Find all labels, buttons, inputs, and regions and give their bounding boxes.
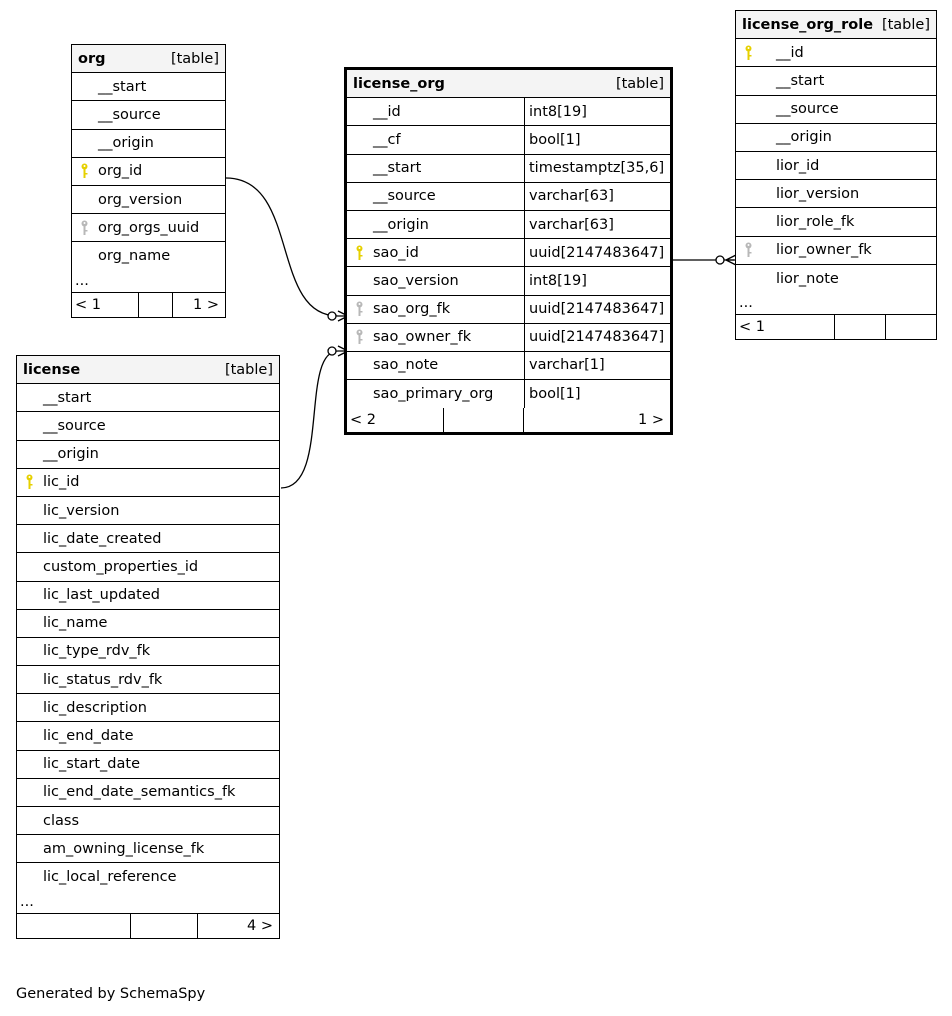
column-row-org-orgs-uuid[interactable] xyxy=(72,214,225,242)
generated-by-note: Generated by SchemaSpy xyxy=(16,986,206,1002)
column-row-lic-name[interactable] xyxy=(17,610,279,638)
footer-middle xyxy=(834,315,885,339)
table-footer xyxy=(347,408,670,432)
column-name-text: sao_owner_fk xyxy=(373,329,472,346)
column-type: uuid[2147483647] xyxy=(524,324,670,351)
column-row-start[interactable] xyxy=(736,67,936,95)
column-name-text: __origin xyxy=(43,446,99,463)
column-name-text: __cf xyxy=(373,131,401,148)
table-type: [table] xyxy=(224,361,273,378)
foreign-key-icon xyxy=(80,220,89,236)
column-row-org-id[interactable] xyxy=(72,158,225,186)
column-name-text: lic_id xyxy=(43,474,80,491)
column-name xyxy=(347,98,524,125)
children-count[interactable]: 1 > xyxy=(172,293,225,317)
column-row-id[interactable] xyxy=(736,39,936,67)
column-name xyxy=(72,130,225,157)
table-footer xyxy=(72,293,225,317)
table-footer xyxy=(17,914,279,938)
column-row-lic-end-date-semantics-fk[interactable] xyxy=(17,779,279,807)
column-name xyxy=(72,242,225,270)
column-type: bool[1] xyxy=(524,126,670,153)
column-name xyxy=(347,211,524,238)
column-name xyxy=(17,610,279,637)
children-count[interactable] xyxy=(885,315,936,339)
optional-circle-lior-owner-fk xyxy=(716,256,724,264)
column-name xyxy=(347,296,524,323)
column-row-org-version[interactable] xyxy=(72,186,225,214)
column-row-origin[interactable] xyxy=(17,441,279,469)
table-header[interactable] xyxy=(736,11,936,39)
column-name xyxy=(72,186,225,213)
table-name: license_org_role xyxy=(742,16,874,33)
column-name-text: lic_status_rdv_fk xyxy=(43,671,163,688)
column-row-lic-start-date[interactable] xyxy=(17,751,279,779)
column-row-cf[interactable] xyxy=(347,126,670,154)
column-name xyxy=(17,469,279,496)
column-name xyxy=(347,126,524,153)
table-name: license_org xyxy=(353,75,445,92)
table-header[interactable] xyxy=(17,356,279,384)
table-license-org-role[interactable] xyxy=(735,10,937,340)
column-row-source[interactable] xyxy=(72,101,225,129)
column-row-sao-org-fk[interactable] xyxy=(347,296,670,324)
column-name xyxy=(72,101,225,128)
footer-middle xyxy=(443,408,523,432)
column-name xyxy=(17,384,279,411)
column-name-text: org_id xyxy=(98,163,143,180)
column-name-text: lic_date_created xyxy=(43,530,162,547)
column-row-lic-version[interactable] xyxy=(17,497,279,525)
column-name xyxy=(347,352,524,379)
more-columns-ellipsis: ... xyxy=(736,293,936,315)
column-name-text: __source xyxy=(43,417,106,434)
edge-org-to-license-org xyxy=(226,178,338,316)
column-name xyxy=(72,214,225,241)
column-row-lior-role-fk[interactable] xyxy=(736,208,936,236)
column-row-start[interactable] xyxy=(72,73,225,101)
column-name xyxy=(736,208,936,235)
column-name-text: lior_role_fk xyxy=(776,213,855,230)
column-name xyxy=(347,239,524,266)
column-row-start[interactable] xyxy=(17,384,279,412)
foreign-key-icon xyxy=(355,329,364,345)
column-name xyxy=(17,835,279,862)
column-name xyxy=(17,666,279,693)
column-name xyxy=(17,525,279,552)
column-name xyxy=(17,694,279,721)
column-row-lic-type-rdv-fk[interactable] xyxy=(17,638,279,666)
primary-key-icon xyxy=(80,163,89,179)
column-name xyxy=(736,152,936,179)
column-name-text: __origin xyxy=(98,135,154,152)
column-name xyxy=(17,779,279,806)
column-type: int8[19] xyxy=(524,98,670,125)
column-name-text: lior_owner_fk xyxy=(776,242,872,259)
column-row-lior-owner-fk[interactable] xyxy=(736,237,936,265)
column-row-source[interactable] xyxy=(17,412,279,440)
footer-middle xyxy=(130,914,197,938)
foreign-key-icon xyxy=(355,301,364,317)
column-row-id[interactable] xyxy=(347,98,670,126)
table-type: [table] xyxy=(881,16,930,33)
table-footer xyxy=(736,315,936,339)
column-row-class[interactable] xyxy=(17,807,279,835)
column-name-text: sao_version xyxy=(373,272,459,289)
table-name: org xyxy=(78,50,106,67)
children-count[interactable]: 4 > xyxy=(197,914,279,938)
column-name xyxy=(17,863,279,891)
column-name-text: custom_properties_id xyxy=(43,558,199,575)
column-name xyxy=(347,267,524,294)
column-type: uuid[2147483647] xyxy=(524,239,670,266)
column-name-text: __start xyxy=(98,78,147,95)
column-name-text: org_name xyxy=(98,248,171,265)
parents-count[interactable]: < 1 xyxy=(739,318,765,335)
column-row-lic-description[interactable] xyxy=(17,694,279,722)
children-count[interactable]: 1 > xyxy=(523,408,670,432)
column-name-text: __start xyxy=(776,72,825,89)
column-name-text: sao_org_fk xyxy=(373,301,451,318)
column-row-org-name[interactable] xyxy=(72,242,225,270)
column-name-text: sao_primary_org xyxy=(373,386,494,403)
column-name-text: __id xyxy=(373,103,401,120)
column-type: bool[1] xyxy=(524,380,670,408)
column-name xyxy=(17,638,279,665)
column-name-text: __start xyxy=(373,160,422,177)
column-name-text: __id xyxy=(776,44,804,61)
column-row-lic-local-reference[interactable] xyxy=(17,863,279,891)
footer-middle xyxy=(138,293,172,317)
column-name xyxy=(17,497,279,524)
column-name xyxy=(17,722,279,749)
column-row-custom-properties-id[interactable] xyxy=(17,553,279,581)
column-row-lic-id[interactable] xyxy=(17,469,279,497)
column-name xyxy=(736,96,936,123)
column-row-lic-end-date[interactable] xyxy=(17,722,279,750)
column-name xyxy=(17,412,279,439)
column-name-text: lic_local_reference xyxy=(43,869,177,886)
column-name xyxy=(347,324,524,351)
column-name-text: org_orgs_uuid xyxy=(98,219,200,236)
column-name xyxy=(736,237,936,264)
column-row-sao-owner-fk[interactable] xyxy=(347,324,670,352)
primary-key-icon xyxy=(744,45,753,61)
column-name xyxy=(347,380,524,408)
column-name-text: am_owning_license_fk xyxy=(43,840,205,857)
column-name-text: lic_version xyxy=(43,502,120,519)
column-name xyxy=(17,807,279,834)
column-name-text: lic_type_rdv_fk xyxy=(43,643,151,660)
column-row-origin[interactable] xyxy=(72,130,225,158)
column-type: uuid[2147483647] xyxy=(524,296,670,323)
column-name xyxy=(736,265,936,293)
foreign-key-icon xyxy=(744,242,753,258)
column-name xyxy=(17,553,279,580)
column-row-lior-version[interactable] xyxy=(736,180,936,208)
more-columns-ellipsis: ... xyxy=(72,271,225,293)
parents-count[interactable] xyxy=(17,914,130,938)
primary-key-icon xyxy=(25,474,34,490)
column-name xyxy=(736,67,936,94)
column-row-lic-date-created[interactable] xyxy=(17,525,279,553)
column-name xyxy=(736,39,936,66)
column-name-text: __source xyxy=(98,106,161,123)
column-row-lior-note[interactable] xyxy=(736,265,936,293)
column-row-lic-status-rdv-fk[interactable] xyxy=(17,666,279,694)
column-row-source[interactable] xyxy=(347,183,670,211)
column-name-text: sao_id xyxy=(373,244,419,261)
column-name-text: lic_description xyxy=(43,699,147,716)
column-name xyxy=(17,582,279,609)
column-name-text: __start xyxy=(43,389,92,406)
parents-count[interactable]: < 1 xyxy=(75,296,101,313)
column-row-origin[interactable] xyxy=(736,124,936,152)
column-type: int8[19] xyxy=(524,267,670,294)
column-type: varchar[63] xyxy=(524,183,670,210)
column-name-text: lior_note xyxy=(776,270,839,287)
column-type: varchar[1] xyxy=(524,352,670,379)
column-row-am-owning-license-fk[interactable] xyxy=(17,835,279,863)
column-name xyxy=(347,183,524,210)
column-name-text: lic_end_date_semantics_fk xyxy=(43,784,236,801)
column-row-sao-id[interactable] xyxy=(347,239,670,267)
column-name xyxy=(17,751,279,778)
primary-key-icon xyxy=(355,245,364,261)
column-row-sao-primary-org[interactable] xyxy=(347,380,670,408)
optional-circle-sao-owner-fk xyxy=(328,347,336,355)
parents-count[interactable]: < 2 xyxy=(350,412,376,429)
column-name xyxy=(736,124,936,151)
table-type: [table] xyxy=(615,75,664,92)
column-name-text: lic_end_date xyxy=(43,728,134,745)
edge-license-to-license-org xyxy=(281,351,338,488)
column-name xyxy=(736,180,936,207)
column-type: timestamptz[35,6] xyxy=(524,155,670,182)
column-name xyxy=(72,73,225,100)
column-name-text: __origin xyxy=(373,216,429,233)
column-row-origin[interactable] xyxy=(347,211,670,239)
table-header[interactable] xyxy=(72,45,225,73)
column-name xyxy=(72,158,225,185)
column-name-text: sao_note xyxy=(373,357,439,374)
column-row-source[interactable] xyxy=(736,96,936,124)
column-name-text: org_version xyxy=(98,191,183,208)
table-license[interactable] xyxy=(16,355,280,939)
column-type: varchar[63] xyxy=(524,211,670,238)
more-columns-ellipsis: ... xyxy=(17,892,279,914)
column-row-lic-last-updated[interactable] xyxy=(17,582,279,610)
column-name-text: lic_last_updated xyxy=(43,587,160,604)
column-name-text: __source xyxy=(776,101,839,118)
table-license-org[interactable] xyxy=(344,67,673,435)
column-name-text: lior_id xyxy=(776,157,820,174)
column-name-text: lic_name xyxy=(43,615,108,632)
column-name-text: __source xyxy=(373,188,436,205)
column-name-text: __origin xyxy=(776,129,832,146)
column-row-start[interactable] xyxy=(347,155,670,183)
table-org[interactable] xyxy=(71,44,226,318)
column-row-sao-version[interactable] xyxy=(347,267,670,295)
column-name xyxy=(347,155,524,182)
table-header[interactable] xyxy=(347,70,670,98)
table-name: license xyxy=(23,361,81,378)
column-name xyxy=(17,441,279,468)
column-name-text: lic_start_date xyxy=(43,756,140,773)
column-name-text: lior_version xyxy=(776,185,860,202)
optional-circle-sao-org-fk xyxy=(328,312,336,320)
column-row-lior-id[interactable] xyxy=(736,152,936,180)
column-name-text: class xyxy=(43,812,79,829)
column-row-sao-note[interactable] xyxy=(347,352,670,380)
table-type: [table] xyxy=(170,50,219,67)
